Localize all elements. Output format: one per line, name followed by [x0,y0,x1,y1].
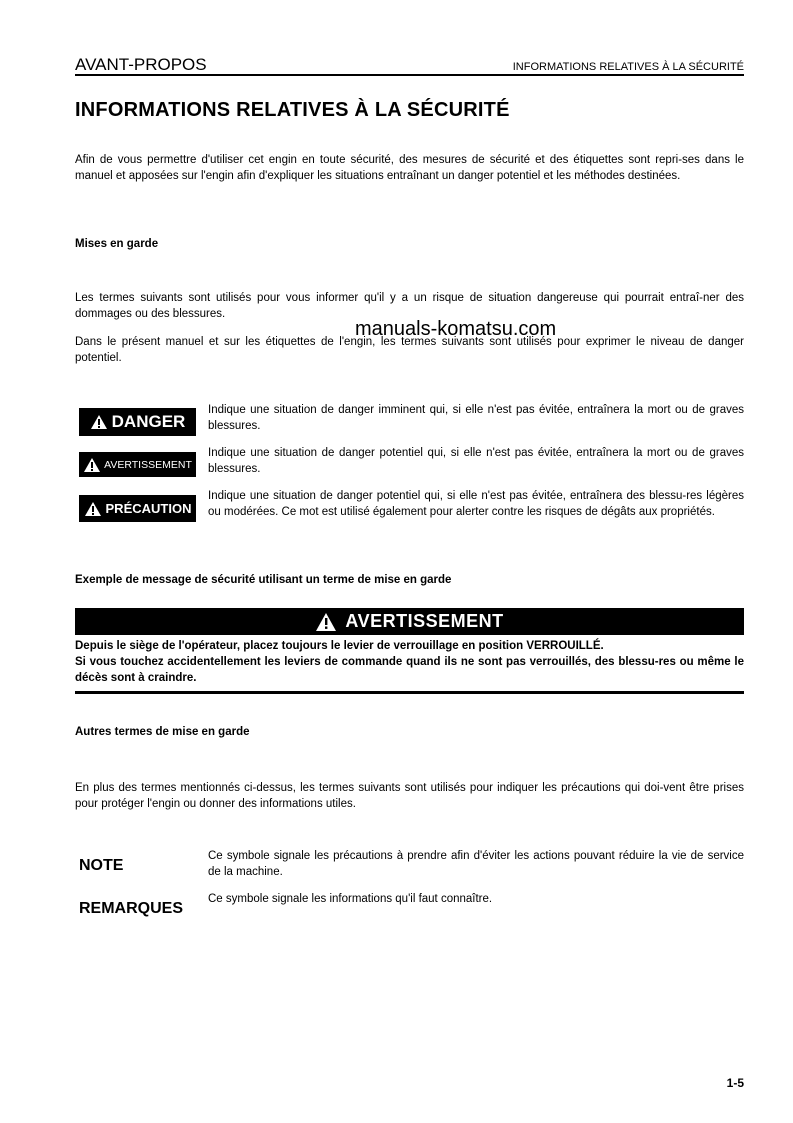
precaution-description: Indique une situation de danger potentiel qui, si elle n'est pas évitée, entraînera des blessu-res légères ou modérées. Ce mot est utilisé également pour alerter contre les risques de dégâts aux propriétés. [208,490,744,518]
mises-en-garde-paragraph-1: Les termes suivants sont utilisés pour vous informer qu'il y a un risque de situation dangereuse qui pourrait entraî-ner des dommages ou des blessures. [75,292,744,320]
avertissement-banner [75,608,744,635]
example-heading: Exemple de message de sécurité utilisant un terme de mise en garde [75,574,452,586]
mises-en-garde-heading: Mises en garde [75,238,159,250]
precaution-label [79,495,196,522]
header-chapter: INFORMATIONS RELATIVES À LA SÉCURITÉ [512,61,744,73]
header-rule [75,74,744,76]
warning-triangle-icon [90,414,108,430]
warning-message-line-1: Depuis le siège de l'opérateur, placez toujours le levier de verrouillage en position VERROUILLÉ. [75,640,604,652]
warning-message-line-2: Si vous touchez accidentellement les leviers de commande quand ils ne sont pas verrouillés, des blessu-res ou même le décès sont à craindre. [75,656,744,684]
danger-label-text: DANGER [111,412,186,431]
note-description: Ce symbole signale les précautions à prendre afin d'éviter les actions pouvant réduire la vie de service de la machine. [208,850,744,878]
remarques-description: Ce symbole signale les informations qu'il faut connaître. [208,893,493,905]
remarques-label: REMARQUES [79,900,184,917]
page-number: 1-5 [726,1076,744,1090]
mises-en-garde-paragraph-2: Dans le présent manuel et sur les étiquettes de l'engin, les termes suivants sont utilisés pour exprimer le niveau de danger potentiel. [75,336,744,364]
warning-triangle-icon [315,612,337,632]
page-title: INFORMATIONS RELATIVES À LA SÉCURITÉ [75,99,510,121]
intro-paragraph: Afin de vous permettre d'utiliser cet engin en toute sécurité, des mesures de sécurité et des étiquettes sont repri-ses dans le manuel et apposées sur l'engin afin d'expliquer les situations entraînant un danger potentiel et les méthodes destinées. [75,154,744,182]
note-label: NOTE [79,857,124,874]
avertissement-banner-text: AVERTISSEMENT [345,611,504,631]
avertissement-description: Indique une situation de danger potentiel qui, si elle n'est pas évitée, entraînera la mort ou de graves blessures. [208,447,744,475]
avertissement-label-text: AVERTISSEMENT [104,458,192,471]
warning-triangle-icon [83,457,101,473]
danger-label [79,408,196,436]
warning-triangle-icon [84,501,102,517]
warning-bottom-rule [75,691,744,694]
autres-termes-paragraph: En plus des termes mentionnés ci-dessus, les termes suivants sont utilisés pour indiquer les précautions qui doi-vent être prises pour protéger l'engin ou donner des informations utiles. [75,782,744,810]
header-section: AVANT-PROPOS [75,55,207,74]
warning-message [75,638,744,686]
watermark: manuals-komatsu.com [355,318,557,340]
precaution-label-text: PRÉCAUTION [105,501,192,516]
autres-termes-heading: Autres termes de mise en garde [75,726,250,738]
danger-description: Indique une situation de danger imminent qui, si elle n'est pas évitée, entraînera la mort ou de graves blessures. [208,404,744,432]
avertissement-label [79,452,196,477]
